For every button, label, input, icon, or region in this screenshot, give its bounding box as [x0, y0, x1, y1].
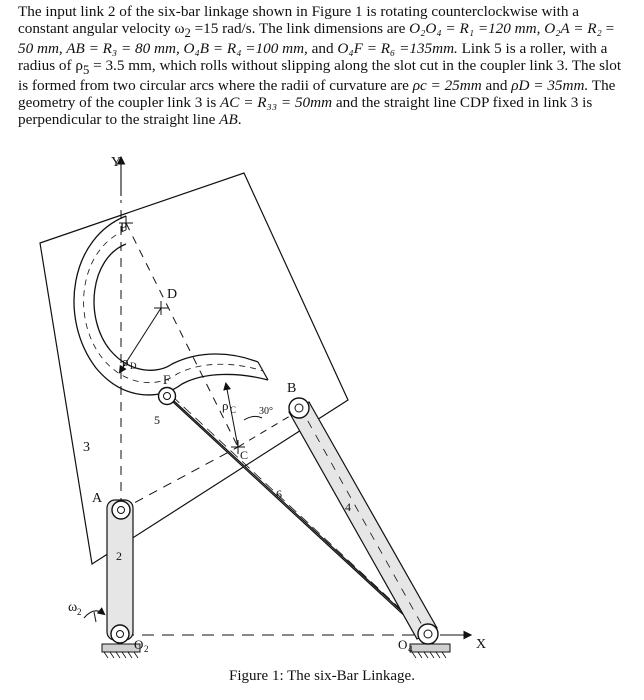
problem-text: and — [481, 77, 512, 95]
problem-text: = 3.5 mm, which rolls without slipping along the slot cut in the coupler link 3. The slot is formed from two circular arcs where the radii of curvature are — [18, 56, 622, 95]
label-x: X — [476, 637, 487, 652]
six-bar-linkage-figure — [0, 140, 644, 660]
label-6: 6 — [276, 487, 282, 501]
problem-text: The geometry of the coupler link 3 is — [18, 77, 616, 112]
pin-a-center — [118, 507, 125, 514]
problem-text: and — [307, 40, 338, 58]
label-5: 5 — [154, 413, 160, 427]
dimension-o2o4: O₂O₄ = R₁ =120 mm, O₂A = R₂ — [409, 19, 602, 37]
pin-b-center — [295, 404, 303, 412]
coupler-plate — [40, 173, 348, 564]
label-p: P — [120, 219, 128, 234]
problem-text: and the straight line CDP fixed in link 3 is perpendicular to the straight line — [18, 94, 593, 128]
label-2: 2 — [116, 549, 122, 563]
ground-o4-hatch — [412, 652, 446, 658]
label-30: 30° — [259, 406, 273, 417]
dimension-o4f: O₄F = R₆ =135mm. — [337, 40, 458, 58]
label-omega-sub: 2 — [77, 607, 82, 617]
pin-o4-center — [424, 630, 432, 638]
label-d: D — [167, 287, 178, 302]
ground-o2-hatch — [104, 652, 138, 658]
problem-text: = — [601, 19, 615, 37]
label-y: Y — [111, 155, 122, 170]
omega-stem — [94, 612, 96, 622]
label-a: A — [92, 491, 103, 506]
ground-o4 — [410, 644, 450, 652]
label-rho-c-sub: C — [230, 405, 237, 415]
label-omega: ω — [68, 600, 78, 615]
label-3: 3 — [83, 440, 90, 455]
link-4 — [289, 402, 437, 639]
label-o4: O — [398, 637, 408, 652]
rho-subscript: 5 — [82, 62, 90, 77]
radius-rho-d: ρD = 35mm. — [511, 77, 589, 95]
problem-statement — [18, 4, 630, 128]
radius-rho-c: ρc = 25mm — [412, 77, 482, 95]
problem-text: The input link 2 of the six-bar linkage shown in Figure 1 is rotating counterclockwise with a constant angular velocity ω — [18, 3, 579, 37]
dimension-ac: AC = R₃₃ = 50mm — [220, 94, 333, 112]
label-rho-c: ρ — [222, 398, 229, 413]
label-4: 4 — [345, 500, 351, 514]
dimension-ab: 50 mm, AB = R₃ = 80 mm, O₄B = R₄ =100 mm, — [18, 40, 308, 58]
problem-text: =15 rad/s. The link dimensions are — [190, 19, 410, 37]
label-f: F — [163, 372, 171, 387]
label-rho-d-sub: D — [130, 361, 137, 371]
roller-5-center — [164, 393, 171, 400]
figure-caption: Figure 1: The six-Bar Linkage. — [229, 668, 415, 684]
pin-o2-center — [117, 631, 124, 638]
problem-text: . — [237, 110, 242, 128]
problem-text: Link 5 is a roller, with a radius of ρ — [18, 40, 608, 74]
link-4-stripe — [300, 407, 427, 634]
link-2 — [107, 500, 133, 640]
label-o2: O — [134, 637, 144, 652]
omega-subscript: 2 — [184, 25, 191, 40]
label-b: B — [287, 381, 297, 396]
line-ab: AB — [219, 110, 238, 128]
label-o4-sub: 4 — [408, 644, 413, 654]
label-c: C — [240, 448, 249, 462]
label-rho-d: ρ — [122, 354, 129, 369]
label-o2-sub: 2 — [144, 644, 149, 654]
